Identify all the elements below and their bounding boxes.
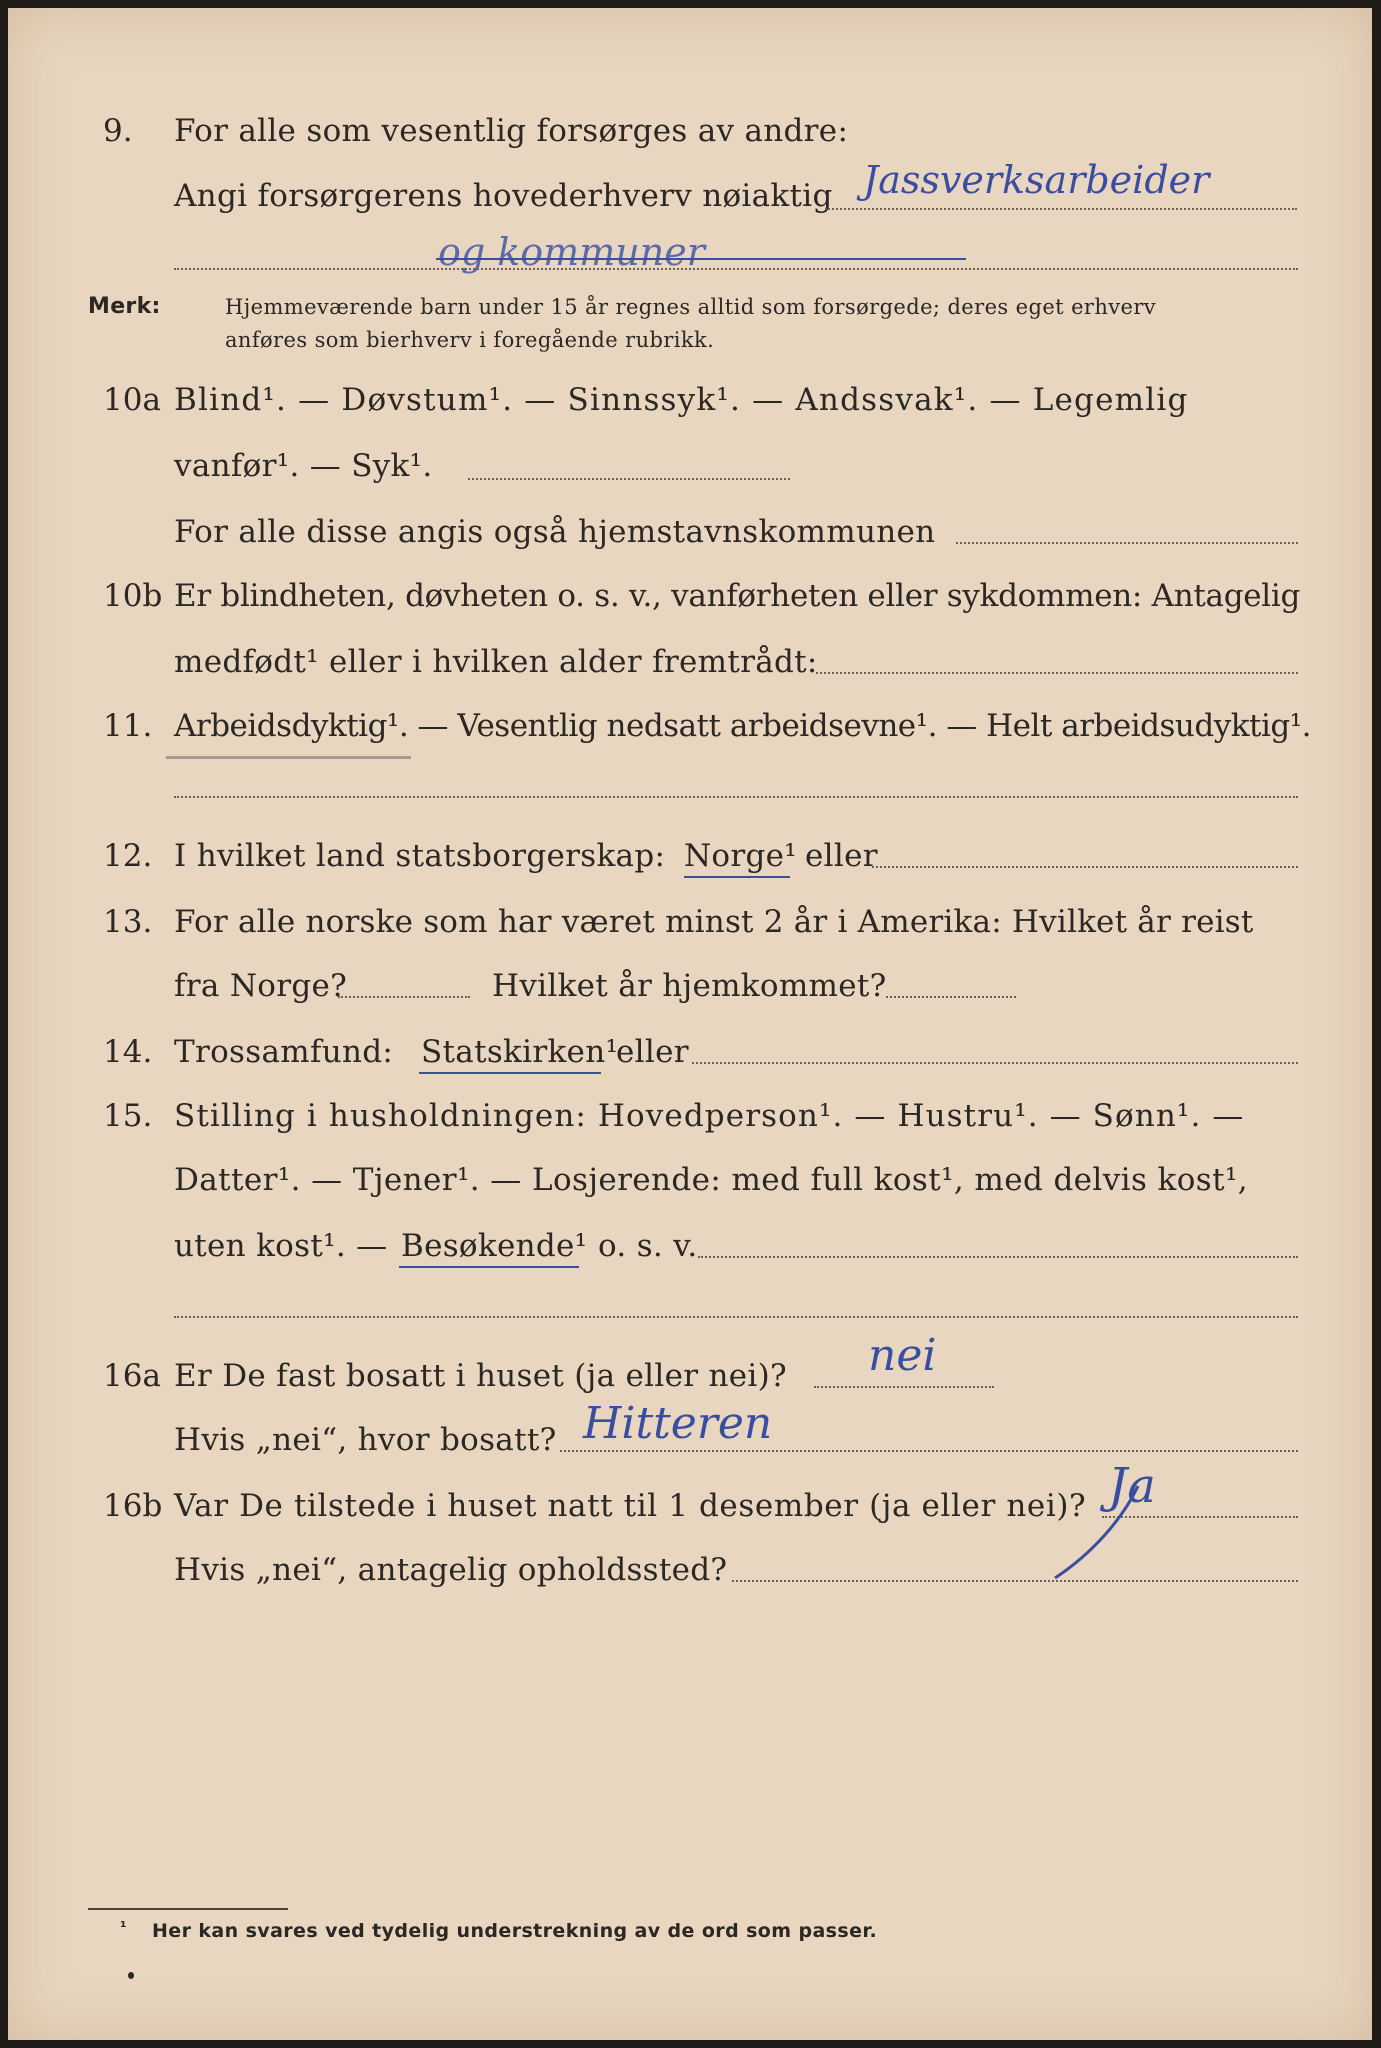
- pencil-underline-arbeidsdyktig: [166, 756, 411, 759]
- q12-choice: Norge¹: [684, 838, 798, 874]
- q9-number: 9.: [103, 113, 133, 149]
- q11-answer-line: [174, 796, 1298, 798]
- footnote-rule: [88, 1908, 288, 1910]
- q12-answer-line: [872, 866, 1298, 868]
- q14-prefix: Trossamfund:: [174, 1034, 394, 1070]
- q16b-line1: Var De tilstede i huset natt til 1 desember (ja eller nei)?: [174, 1488, 1087, 1524]
- q13-line2a: fra Norge?: [174, 968, 348, 1004]
- q15-answer-line1: [698, 1256, 1298, 1258]
- q10a-line3: For alle disse angis også hjemstavnskommunen: [174, 514, 936, 550]
- q12-number: 12.: [103, 838, 153, 874]
- q10a-line1: Blind¹. — Døvstum¹. — Sinnssyk¹. — Andssvak¹. — Legemlig: [174, 382, 1189, 418]
- q15-line3c: o. s. v.: [598, 1228, 698, 1264]
- q13-answer-line1: [338, 996, 470, 998]
- q15-number: 15.: [103, 1098, 153, 1134]
- underline-statskirken: [419, 1072, 601, 1074]
- q10a-answer-line1: [468, 478, 790, 480]
- underline-besokende: [399, 1266, 579, 1268]
- q10b-line1: Er blindheten, døvheten o. s. v., vanførheten eller sykdommen: Antagelig: [174, 578, 1301, 614]
- q15-answer-line2: [174, 1316, 1298, 1318]
- q14-answer-line: [692, 1062, 1298, 1064]
- handwritten-stroke: [1043, 1478, 1153, 1588]
- q16b-answer-line2: [732, 1580, 1298, 1582]
- q16a-answer-line1: [814, 1386, 994, 1388]
- q12-suffix: eller: [805, 838, 878, 874]
- q15-line3a: uten kost¹. —: [174, 1228, 388, 1264]
- q11-line1: Arbeidsdyktig¹. — Vesentlig nedsatt arbeidsevne¹. — Helt arbeidsudyktig¹.: [174, 708, 1312, 744]
- q11-number: 11.: [103, 708, 153, 744]
- merk-line2: anføres som bierhverv i foregående rubrikk.: [225, 328, 715, 352]
- q14-number: 14.: [103, 1034, 153, 1070]
- q12-prefix: I hvilket land statsborgerskap:: [174, 838, 666, 874]
- strike-through-line: [436, 258, 966, 260]
- q15-line2: Datter¹. — Tjener¹. — Losjerende: med full kost¹, med delvis kost¹,: [174, 1162, 1249, 1198]
- q10b-number: 10b: [103, 578, 163, 614]
- census-form-page: [8, 8, 1372, 2040]
- underline-norge: [684, 876, 790, 878]
- q16a-answer-line2: [560, 1450, 1298, 1452]
- q9-answer-line1: [825, 208, 1297, 210]
- q16b-handwritten-answer[interactable]: Ja: [1108, 1458, 1156, 1514]
- q10a-number: 10a: [103, 382, 161, 418]
- q10a-line2: vanfør¹. — Syk¹.: [174, 448, 433, 484]
- footnote-text: Her kan svares ved tydelig understrekning av de ord som passer.: [152, 1920, 878, 1942]
- q16a-handwritten-answer1[interactable]: nei: [868, 1330, 937, 1381]
- q9-handwritten-answer[interactable]: Jassverksarbeider: [863, 158, 1210, 202]
- q10b-answer-line: [816, 672, 1298, 674]
- q15-line1: Stilling i husholdningen: Hovedperson¹. — Hustru¹. — Sønn¹. —: [174, 1098, 1245, 1134]
- merk-line1: Hjemmeværende barn under 15 år regnes alltid som forsørgede; deres eget erhverv: [225, 295, 1157, 319]
- q13-answer-line2: [886, 996, 1016, 998]
- q14-choice: Statskirken¹: [421, 1034, 619, 1070]
- q10a-answer-line2: [956, 542, 1298, 544]
- footnote-mark: ¹: [120, 1918, 127, 1936]
- q13-number: 13.: [103, 904, 153, 940]
- q13-line2b: Hvilket år hjemkommet?: [492, 968, 887, 1004]
- q10b-line2: medfødt¹ eller i hvilken alder fremtrådt:: [174, 644, 818, 680]
- q16a-number: 16a: [103, 1358, 161, 1394]
- q16b-line2: Hvis „nei“, antagelig opholdssted?: [174, 1552, 728, 1588]
- q9-line1: For alle som vesentlig forsørges av andre:: [174, 113, 849, 149]
- ink-speck: [128, 1972, 134, 1979]
- q9-line2: Angi forsørgerens hovederhverv nøiaktig: [174, 178, 833, 214]
- q16a-line1: Er De fast bosatt i huset (ja eller nei)?: [174, 1358, 787, 1394]
- q9-answer-line2: [174, 268, 1298, 270]
- q16a-handwritten-answer2[interactable]: Hitteren: [583, 1398, 773, 1449]
- q9-struck-answer: og kommuner: [438, 230, 705, 274]
- q16a-line2: Hvis „nei“, hvor bosatt?: [174, 1422, 557, 1458]
- q13-line1: For alle norske som har været minst 2 år i Amerika: Hvilket år reist: [174, 904, 1254, 940]
- q14-suffix: eller: [616, 1034, 689, 1070]
- merk-label: Merk:: [88, 294, 161, 319]
- q16b-number: 16b: [103, 1488, 163, 1524]
- q15-line3b: Besøkende¹: [401, 1228, 588, 1264]
